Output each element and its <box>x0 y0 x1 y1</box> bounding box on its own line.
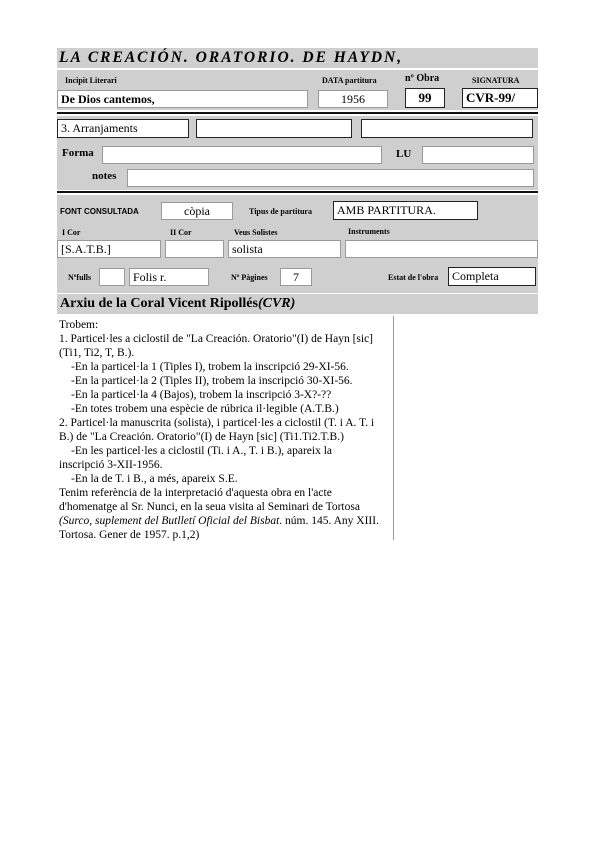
body-line: -En la de T. i B., a més, apareix S.E. <box>71 473 238 485</box>
signatura-label: SIGNATURA <box>472 76 520 85</box>
notes-field[interactable] <box>127 169 534 187</box>
body-line: Tenim referència de la interpretació d'aquesta obra en l'acte <box>59 487 332 499</box>
font-consultada-label: FONT CONSULTADA <box>60 207 139 216</box>
nfulls-label: Nºfulls <box>68 273 92 282</box>
veus-solistes-label: Veus Solistes <box>234 228 278 237</box>
notes-label: notes <box>92 170 117 182</box>
archive-name: Arxiu de la Coral Vicent Ripollés <box>60 296 258 311</box>
obra-number-label: nº Obra <box>405 73 440 84</box>
body-line: Tortosa. Gener de 1957. p.1,2) <box>59 529 200 541</box>
body-line <box>59 514 393 528</box>
notes-body <box>59 318 393 542</box>
category-field[interactable]: 3. Arranjaments <box>57 119 189 138</box>
data-partitura-label: DATA partitura <box>322 76 377 85</box>
divider-2 <box>57 191 538 193</box>
body-line: -En les particel·les a ciclostil (Ti. i A., T. i B.), apareix la <box>71 445 333 457</box>
lu-field[interactable] <box>422 146 534 164</box>
cor2-field[interactable] <box>165 240 224 258</box>
citation-italic: (Surco, suplement del Butlletí Oficial del Bisbat <box>59 515 280 527</box>
folis-field[interactable]: Folis r. <box>129 268 209 286</box>
tipus-partitura-field[interactable]: AMB PARTITURA. <box>333 201 478 220</box>
nfulls-field[interactable] <box>99 268 125 286</box>
text-column-border <box>393 316 394 540</box>
body-line: 1. Particel·les a ciclostil de "La Creación. Oratorio"(I) de Hayn [sic] <box>59 333 374 345</box>
body-line: d'homenatge al Sr. Nunci, en la seua visita al Seminari de Tortosa <box>59 501 360 513</box>
body-line: -En la particel·la 2 (Tiples II), trobem la inscripció 30-XI-56. <box>71 375 353 387</box>
tipus-partitura-label: Tipus de partitura <box>249 207 312 216</box>
body-line: inscripció 3-XII-1956. <box>59 459 163 471</box>
data-partitura-field[interactable]: 1956 <box>318 90 388 108</box>
estat-field[interactable]: Completa <box>448 267 536 286</box>
body-line: -En la particel·la 1 (Tiples I), trobem la inscripció 29-XI-56. <box>71 361 349 373</box>
cor1-field[interactable]: [S.A.T.B.] <box>57 240 161 258</box>
body-line: B.) de "La Creación. Oratorio"(I) de Hayn [sic] (Ti1.Ti2.T.B.) <box>59 431 344 443</box>
obra-number-field[interactable]: 99 <box>405 88 445 108</box>
body-line: -En totes trobem una espècie de rúbrica il·legible (A.T.B.) <box>71 403 339 415</box>
pagines-field[interactable]: 7 <box>280 268 312 286</box>
subcategory-field[interactable] <box>196 119 352 138</box>
cor2-label: II Cor <box>170 228 192 237</box>
incipit-field[interactable]: De Dios cantemos, <box>57 90 308 108</box>
veus-solistes-field[interactable]: solista <box>228 240 341 258</box>
archive-title <box>60 294 295 314</box>
font-consultada-field[interactable]: còpia <box>161 202 233 220</box>
archive-abbr: (CVR) <box>257 296 296 311</box>
incipit-label: Incipit Literari <box>65 76 117 85</box>
forma-field[interactable] <box>102 146 382 164</box>
citation-rest: . núm. 145. Any XIII. <box>279 515 379 527</box>
body-line: (Ti1, Ti2, T, B.). <box>59 347 135 359</box>
signatura-field[interactable]: CVR-99/ <box>462 88 538 108</box>
body-line: 2. Particel·la manuscrita (solista), i particel·les a ciclostil (T. i A. T. i <box>59 417 375 429</box>
body-line: Trobem: <box>59 319 99 331</box>
cor1-label: I Cor <box>62 228 81 237</box>
instruments-label: Instruments <box>348 227 390 236</box>
extra-category-field[interactable] <box>361 119 533 138</box>
pagines-label: Nº Pàgines <box>231 273 268 282</box>
body-line: -En la particel·la 4 (Bajos), trobem la inscripció 3-X?-?? <box>71 389 332 401</box>
forma-label: Forma <box>62 147 94 159</box>
instruments-field[interactable] <box>345 240 538 258</box>
page-title: LA CREACIÓN. ORATORIO. DE HAYDN, <box>59 49 404 66</box>
divider-1 <box>57 112 538 114</box>
lu-label: LU <box>396 148 412 160</box>
estat-label: Estat de l'obra <box>388 273 439 282</box>
